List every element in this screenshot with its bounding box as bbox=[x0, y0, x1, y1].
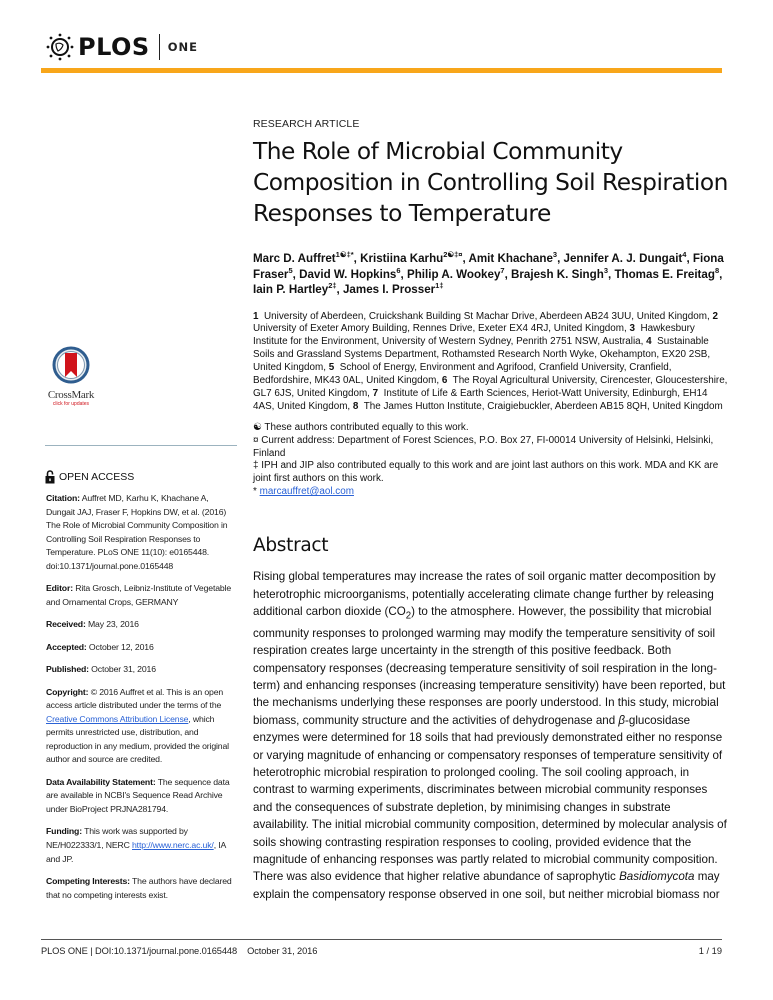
open-access-label: OPEN ACCESS bbox=[59, 471, 135, 483]
corresponding-email-link[interactable]: marcauffret@aol.com bbox=[259, 486, 354, 498]
abstract-part-2: ) to the atmosphere. However, the possibility that microbial community responses to prolonged warming may modify the temperature sensitivity of soil respiration creates large uncertainty in the strength of this positive feedback. Both compensatory responses (decreasing temperature sensitivity of soil respiration in the long-term) and enhancing responses (increasing temperature sensitivity) have been reported, but the mechanisms underlying these responses are poorly understood. In this study, microbial biomass, community structure and the activities of dehydrogenase and bbox=[253, 605, 726, 727]
footer-date: October 31, 2016 bbox=[247, 946, 318, 956]
published-label: Published: bbox=[46, 664, 89, 675]
affiliation-number: 4 bbox=[646, 336, 652, 348]
crossmark-icon bbox=[52, 346, 90, 384]
affiliation-number: 3 bbox=[629, 323, 636, 335]
published-block bbox=[46, 663, 238, 677]
author-affiliation-marks: 4 bbox=[682, 250, 687, 260]
received-label: Received: bbox=[46, 619, 86, 630]
accepted-block bbox=[46, 641, 238, 655]
copyright-label: Copyright: bbox=[46, 686, 89, 697]
editor-label: Editor: bbox=[46, 583, 73, 594]
author-list: Marc D. Auffret$^{1☯\ddagger*}$, Kristiina Karhu$^{2☯\ddagger¤}$, Amit Khachane$^3$, Jennifer A. J. Dungait$^4$, Fiona Fraser$^5$, David W. Hopkins$^6$, Philip A. Wookey$^7$, Brajesh K. Singh$^3$, Thomas E. Freitag$^8$, Iain P. Hartley$^{2\ddagger}$, James I. Prosser$^{1\ddagger}$ bbox=[253, 250, 724, 296]
corresponding-marker: * bbox=[253, 486, 260, 498]
affiliation-text: The James Hutton Institute, Craigiebuckler, Aberdeen AB15 8QH, United Kingdom bbox=[363, 400, 723, 412]
author-affiliation-marks: 5 bbox=[288, 265, 293, 275]
editor-block bbox=[46, 582, 238, 609]
author-affiliation-marks: 8 bbox=[714, 265, 720, 275]
author-affiliation-marks: 3 bbox=[603, 265, 608, 275]
logo-journal: ONE bbox=[167, 40, 198, 54]
plos-globe-icon bbox=[45, 32, 75, 62]
author-name: Fiona Fraser bbox=[253, 252, 724, 281]
affiliation-text: University of Aberdeen, Cruickshank Building St Machar Drive, Aberdeen AB24 3UU, United Kingdom, bbox=[264, 310, 710, 322]
accepted-date: October 12, 2016 bbox=[88, 641, 154, 652]
abstract-text bbox=[253, 568, 728, 903]
accepted-label: Accepted: bbox=[46, 641, 87, 652]
data-availability-block bbox=[46, 776, 238, 817]
citation-text: Auffret MD, Karhu K, Khachane A, Dungait JAJ, Fraser F, Hopkins DW, et al. (2016) The Role of Microbial Community Composition in Controlling Soil Respiration Responses to Temperature. PLoS ONE 11(10): e0165448. doi:10.1371/journal.pone.0165448 bbox=[46, 493, 228, 571]
open-access-badge bbox=[45, 470, 134, 484]
author-name: James I. Prosser bbox=[342, 283, 436, 296]
author-name: Iain P. Hartley bbox=[253, 283, 329, 296]
plos-one-logo[interactable] bbox=[45, 30, 198, 64]
copyright-text: © 2016 Auffret et al. This is an open access article distributed under the terms of the bbox=[46, 686, 224, 711]
affiliation-number: 7 bbox=[372, 387, 379, 399]
copyright-text-end: , which permits unrestricted use, distribution, and reproduction in any medium, provided the original author and source are credited. bbox=[46, 713, 229, 765]
data-availability-label: Data Availability Statement: bbox=[46, 776, 156, 787]
page-number: 1 / 19 bbox=[698, 946, 722, 956]
author-name: Brajesh K. Singh bbox=[511, 267, 604, 281]
crossmark-sublabel[interactable]: click for updates bbox=[52, 401, 90, 407]
author-name: Thomas E. Freitag bbox=[614, 267, 715, 281]
funding-text: This work was supported by NE/H022333/1, NERC bbox=[46, 826, 188, 851]
author-affiliation-marks: 1☯‡* bbox=[335, 250, 354, 260]
affiliation-number: 2 bbox=[712, 310, 718, 322]
author-name: Philip A. Wookey bbox=[406, 267, 501, 281]
affiliation-text: Hawkesbury Institute for the Environment, University of Western Sydney, Penrith 2751 NSW, Australia, bbox=[253, 323, 695, 348]
joint-authors-note: ‡ IPH and JIP also contributed equally to this work and are joint last authors on this work. MDA and KK are joint first authors on this work. bbox=[253, 460, 719, 485]
citation-block bbox=[46, 492, 238, 574]
article-type: RESEARCH ARTICLE bbox=[253, 118, 360, 130]
funding-label: Funding: bbox=[46, 826, 82, 837]
corresponding-author-note bbox=[253, 486, 728, 499]
affiliation-number: 5 bbox=[328, 362, 335, 374]
citation-label: Citation: bbox=[46, 493, 80, 503]
affiliation-number: 8 bbox=[352, 400, 359, 412]
author-affiliation-marks: 1‡ bbox=[435, 281, 444, 291]
copyright-block bbox=[46, 686, 238, 768]
competing-interests-text: The authors have declared that no competing interests exist. bbox=[46, 876, 232, 900]
received-block bbox=[46, 618, 238, 632]
editor-text: Rita Grosch, Leibniz-Institute of Vegetable and Ornamental Crops, GERMANY bbox=[46, 583, 232, 607]
footer-divider bbox=[41, 939, 722, 940]
basidiomycota-term: Basidiomycota bbox=[619, 870, 695, 884]
funding-text-end: , IA and JP. bbox=[46, 840, 226, 864]
competing-interests-label: Competing Interests: bbox=[46, 876, 130, 887]
author-notes bbox=[253, 422, 728, 499]
header-accent-bar bbox=[41, 68, 722, 73]
nerc-link[interactable]: http://www.nerc.ac.uk/ bbox=[132, 840, 214, 851]
author-affiliation-marks: 3 bbox=[552, 250, 558, 260]
author-name: Amit Khachane bbox=[468, 252, 553, 265]
affiliation-text: The Royal Agricultural University, Cirencester, Gloucestershire, GL7 6JS, United Kingdom, bbox=[253, 375, 728, 399]
author-affiliation-marks: 2☯‡¤ bbox=[443, 250, 463, 260]
published-date: October 31, 2016 bbox=[91, 664, 156, 675]
co2-subscript: 2 bbox=[405, 610, 412, 622]
article-title: The Role of Microbial Community Composition in Controlling Soil Respiration Responses to Temperature bbox=[253, 138, 728, 227]
affiliation-list bbox=[253, 311, 728, 414]
sidebar-divider bbox=[45, 445, 237, 446]
article-main bbox=[253, 118, 728, 903]
funding-block bbox=[46, 825, 238, 866]
open-lock-icon bbox=[45, 470, 55, 484]
author-name: Kristiina Karhu bbox=[360, 252, 444, 265]
crossmark-label: CrossMark bbox=[47, 389, 95, 401]
abstract-part-3: -glucosidase enzymes were determined for 18 soils that had previously demonstrated either no response or varying magnitude of enhancing or compensatory responses of temperature sensitivity of heterotrophic microbial respiration to prolonged cooling. The soil cooling approach, in contrast to warming experiments, discriminates between microbial community responses and the consequences of substrate depletion, by minimising changes in substrate availability. The initial microbial community composition, determined by molecular analysis of soils showing contrasting respiration responses to cooling, provided evidence that the magnitude of enhancing responses was partly related to microbial community composition. There was also evidence that higher relative abundance of saprophytic bbox=[253, 713, 727, 884]
competing-interests-block bbox=[46, 875, 238, 902]
author-name: Marc D. Auffret bbox=[253, 252, 336, 265]
article-metadata-sidebar bbox=[46, 492, 238, 911]
affiliation-number: 6 bbox=[441, 375, 448, 387]
affiliation-text: Institute of Life & Earth Sciences, Heriot-Watt University, Edinburgh, EH14 4AS, United Kingdom, bbox=[253, 387, 708, 412]
beta-symbol: β bbox=[618, 713, 626, 727]
data-availability-text: The sequence data are available in NCBI's Sequence Read Archive under BioProject PRJNA281794. bbox=[46, 776, 230, 815]
logo-brand: PLOS bbox=[78, 33, 150, 61]
crossmark-badge[interactable] bbox=[45, 346, 97, 407]
license-link[interactable]: Creative Commons Attribution License bbox=[46, 713, 189, 724]
current-address-note: ¤ Current address: Department of Forest Sciences, P.O. Box 27, FI-00014 University of Helsinki, Helsinki, Finland bbox=[253, 434, 714, 459]
author-affiliation-marks: 2‡ bbox=[328, 281, 337, 291]
author-affiliation-marks: 6 bbox=[396, 265, 401, 275]
footer-journal-doi: PLOS ONE | DOI:10.1371/journal.pone.0165448 bbox=[41, 946, 238, 956]
affiliation-text: Sustainable Soils and Grassland Systems Department, Rothamsted Research North Wyke, Okehampton, EX20 2SB, United Kingdom, bbox=[253, 336, 711, 374]
logo-separator bbox=[159, 34, 160, 60]
author-name: David W. Hopkins bbox=[299, 267, 397, 281]
abstract-heading: Abstract bbox=[253, 535, 329, 557]
affiliation-text: School of Energy, Environment and Agrifood, Cranfield University, Cranfield, Bedfordshire, MK43 0AL, United Kingdom, bbox=[253, 362, 672, 387]
footer-citation bbox=[41, 946, 317, 956]
abstract-part-1: Rising global temperatures may increase the rates of soil organic matter decomposition by heterotrophic microorganisms, potentially accelerating climate change further by releasing additional carbon dioxide (CO bbox=[253, 570, 716, 618]
affiliation-text: University of Exeter Amory Building, Rennes Drive, Exeter EX4 4RJ, United Kingdom, bbox=[253, 323, 627, 335]
abstract-part-4: may explain the compensatory response observed in one soil, but neither microbial biomass nor bbox=[253, 870, 720, 901]
equal-contribution-note: ☯ These authors contributed equally to this work. bbox=[253, 421, 469, 433]
author-affiliation-marks: 7 bbox=[500, 265, 505, 275]
affiliation-number: 1 bbox=[253, 310, 259, 322]
received-date: May 23, 2016 bbox=[87, 619, 139, 630]
author-name: Jennifer A. J. Dungait bbox=[563, 252, 683, 265]
